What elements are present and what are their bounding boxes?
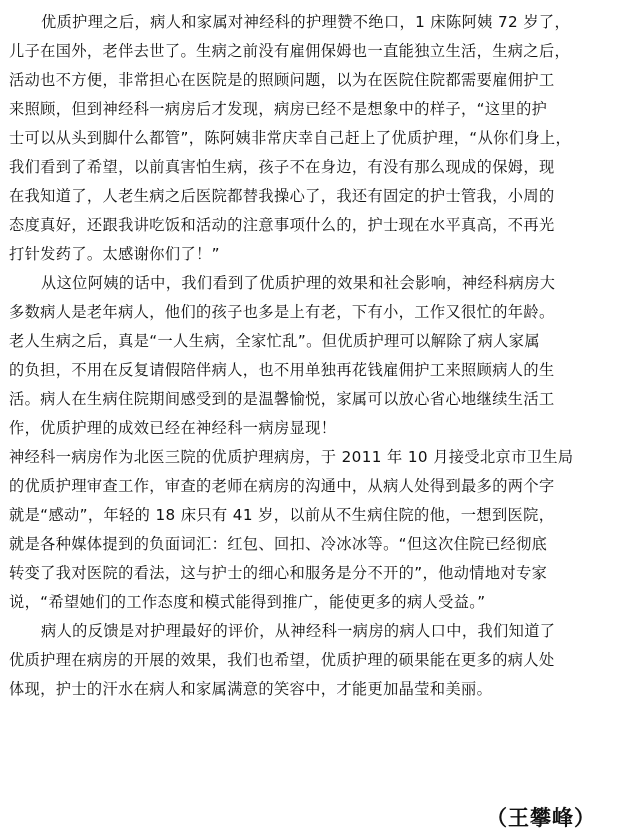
text-line: 我们看到了希望，以前真害怕生病，孩子不在身边，有没有那么现成的保姆，现 xyxy=(9,158,555,176)
text-line: 体现，护士的汗水在病人和家属满意的笑容中，才能更加晶莹和美丽。 xyxy=(9,680,493,698)
text-line: 士可以从头到脚什么都管”，陈阿姨非常庆幸自己赶上了优质护理，“从你们身上， xyxy=(9,129,572,147)
text-line: 优质护理在病房的开展的效果，我们也希望，优质护理的硕果能在更多的病人处 xyxy=(9,651,555,669)
text-line: 态度真好，还跟我讲吃饭和活动的注意事项什么的，护士现在水平真高，不再光 xyxy=(9,216,555,234)
author-signature: （王攀峰） xyxy=(486,806,596,830)
article-body xyxy=(9,8,605,704)
text-line: 老人生病之后，真是“一人生病，全家忙乱”。但优质护理可以解除了病人家属 xyxy=(9,332,540,350)
paragraph-1 xyxy=(9,8,605,269)
text-line: 活动也不方便，非常担心在医院是的照顾问题，以为在医院住院都需要雇佣护工 xyxy=(9,71,555,89)
text-line: 的负担，不用在反复请假陪伴病人，也不用单独再花钱雇佣护工来照顾病人的生 xyxy=(9,361,555,379)
text-line: 转变了我对医院的看法，这与护士的细心和服务是分不开的”，他动情地对专家 xyxy=(9,564,548,582)
paragraph-2 xyxy=(9,269,605,443)
text-line: 来照顾，但到神经科一病房后才发现，病房已经不是想象中的样子，“这里的护 xyxy=(9,100,548,118)
text-line: 在我知道了，人老生病之后医院都替我操心了，我还有固定的护士管我，小周的 xyxy=(9,187,555,205)
text-line: 作，优质护理的成效已经在神经科一病房显现！ xyxy=(9,419,337,437)
text-line: 病人的反馈是对护理最好的评价，从神经科一病房的病人口中，我们知道了 xyxy=(41,622,556,640)
text-line: 神经科一病房作为北医三院的优质护理病房，于 2011 年 10 月接受北京市卫生局 xyxy=(9,448,574,466)
text-line: 优质护理之后，病人和家属对神经科的护理赞不绝口，1 床陈阿姨 72 岁了， xyxy=(41,13,571,31)
text-line: 活。病人在生病住院期间感受到的是温馨愉悦，家属可以放心省心地继续生活工 xyxy=(9,390,555,408)
paragraph-4 xyxy=(9,617,605,704)
text-line: 打针发药了。太感谢你们了！” xyxy=(9,245,220,263)
text-line: 从这位阿姨的话中，我们看到了优质护理的效果和社会影响，神经科病房大 xyxy=(41,274,556,292)
text-line: 儿子在国外，老伴去世了。生病之前没有雇佣保姆也一直能独立生活，生病之后， xyxy=(9,42,571,60)
text-line: 就是各种媒体提到的负面词汇：红包、回扣、冷冰冰等。“但这次住院已经彻底 xyxy=(9,535,548,553)
text-line: 说，“希望她们的工作态度和模式能得到推广，能使更多的病人受益。” xyxy=(9,593,486,611)
text-line: 就是“感动”，年轻的 18 床只有 41 岁，以前从不生病住院的他，一想到医院， xyxy=(9,506,555,524)
paragraph-3 xyxy=(9,443,605,617)
text-line: 多数病人是老年病人，他们的孩子也多是上有老，下有小，工作又很忙的年龄。 xyxy=(9,303,555,321)
text-line: 的优质护理审查工作，审查的老师在病房的沟通中，从病人处得到最多的两个字 xyxy=(9,477,555,495)
